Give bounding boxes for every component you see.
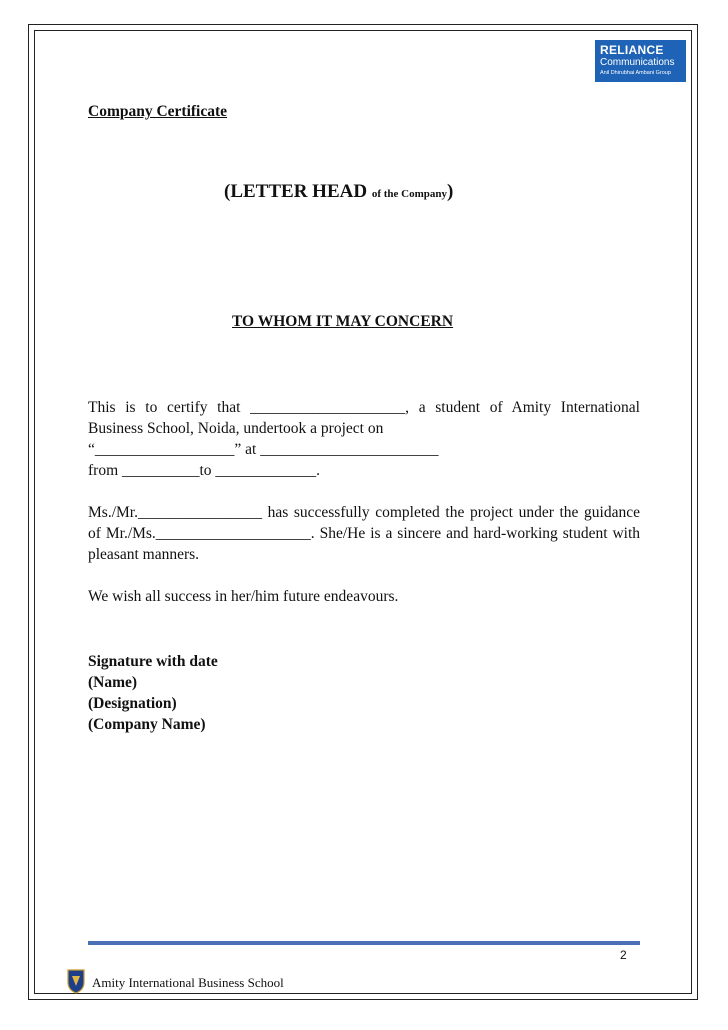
letterhead-close: ): [446, 181, 454, 202]
paragraph1-line2: “__________________” at _______________________: [88, 441, 439, 458]
certification-paragraph: [88, 397, 640, 481]
concern-heading: TO WHOM IT MAY CONCERN: [232, 313, 454, 330]
school-name: Amity International Business School: [92, 975, 284, 990]
logo-subtitle: Communications: [600, 57, 675, 68]
page-number: 2: [620, 948, 627, 962]
letterhead-placeholder: [224, 181, 453, 203]
paragraph1-line1: This is to certify that ____________________, a student of Amity International Business School, Noida, undertook a project on: [88, 399, 640, 437]
wishes-paragraph: We wish all success in her/him future endeavours.: [88, 588, 399, 605]
signature-block: [88, 651, 218, 735]
company-name-line: (Company Name): [88, 716, 206, 733]
footer-rule: [88, 941, 640, 945]
paragraph1-line3: from __________to _____________.: [88, 462, 321, 479]
logo-brand-name: RELIANCE: [600, 43, 664, 57]
name-line: (Name): [88, 674, 138, 691]
letterhead-main: (LETTER HEAD: [224, 181, 368, 202]
designation-line: (Designation): [88, 695, 177, 712]
section-title: Company Certificate: [88, 103, 228, 120]
logo-group: Anil Dhirubhai Ambani Group: [600, 70, 671, 76]
letterhead-small: of the Company: [371, 188, 447, 200]
reliance-logo: [595, 40, 686, 82]
amity-shield-icon: [66, 968, 86, 994]
signature-line: Signature with date: [88, 653, 218, 670]
completion-paragraph: Ms./Mr.________________ has successfully completed the project under the guidance of Mr./Ms.____________________. She/He is a sincere and hard-working student with pleasant manners.: [88, 504, 640, 563]
